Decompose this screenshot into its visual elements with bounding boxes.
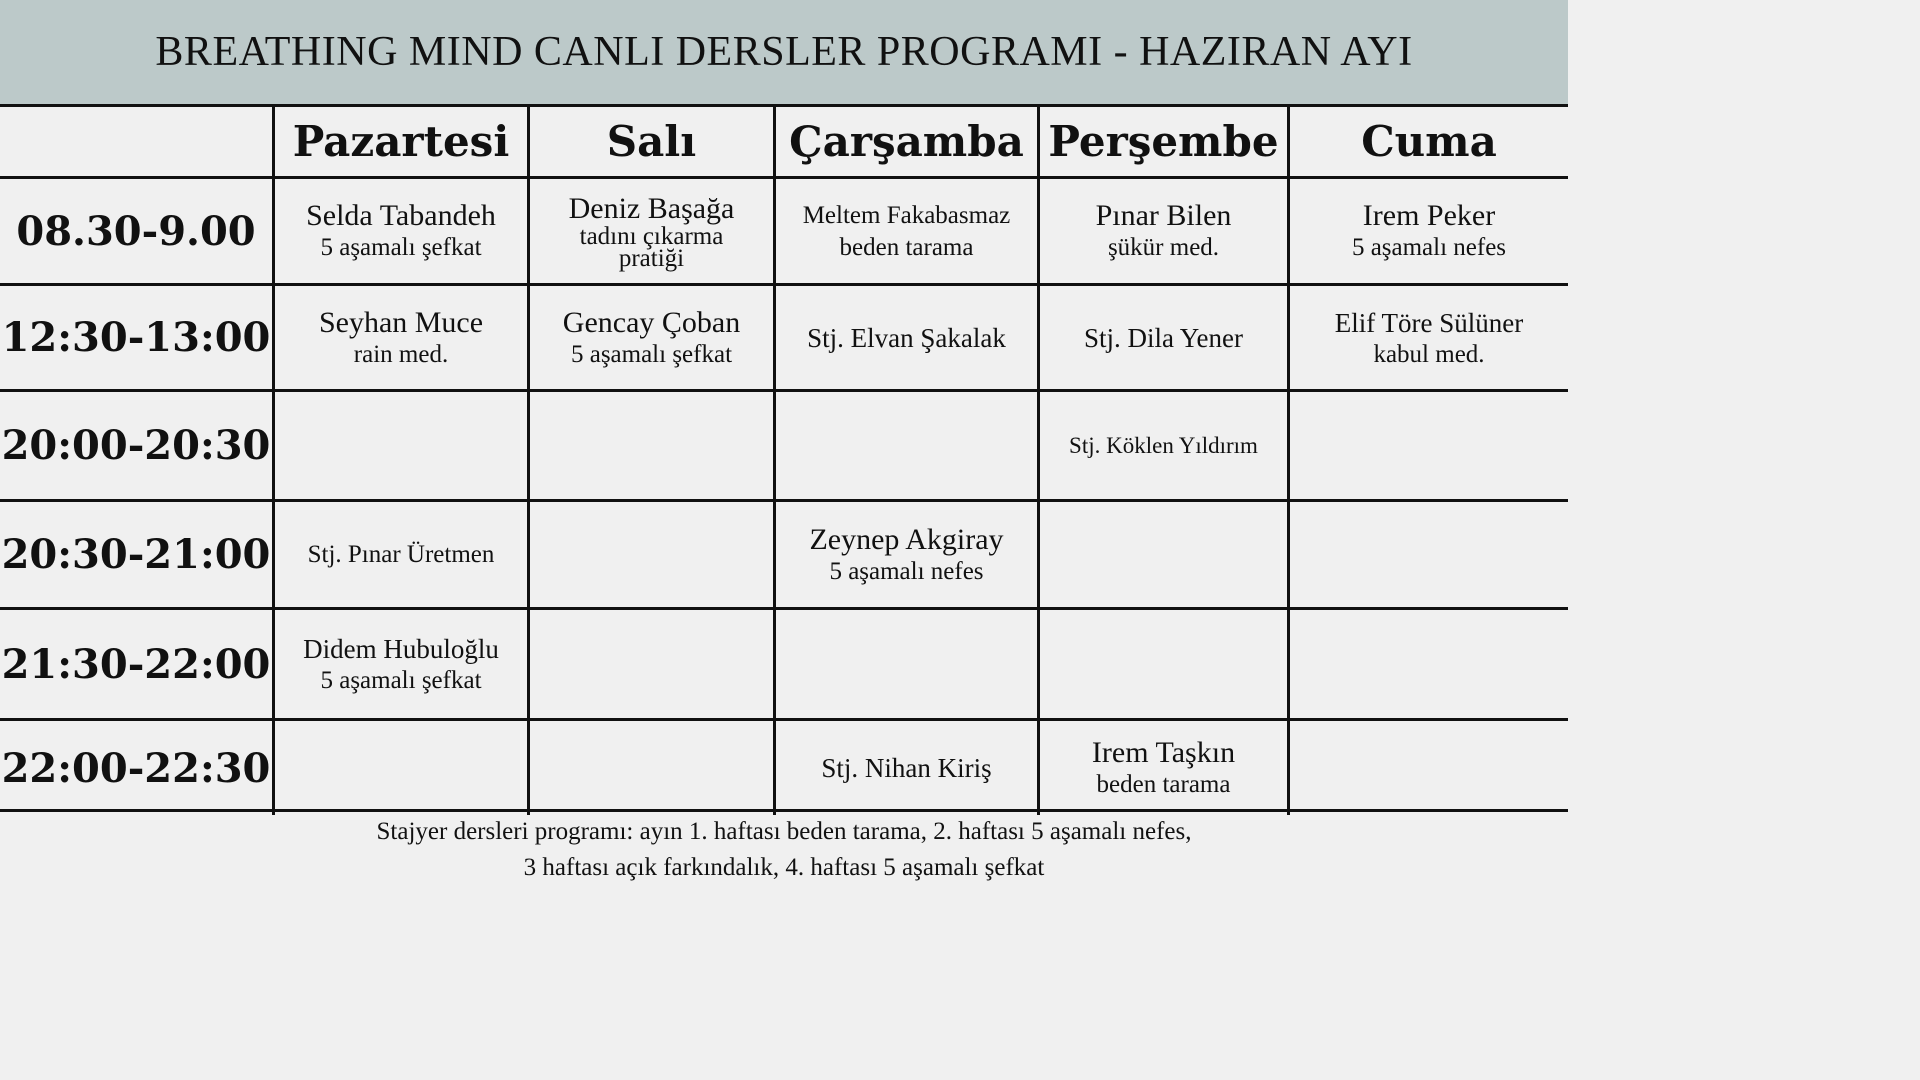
session-cell-empty xyxy=(776,610,1040,721)
session-cell xyxy=(776,286,1040,392)
session-cell xyxy=(275,502,530,610)
session-type: beden tarama xyxy=(839,234,974,261)
time-slot xyxy=(0,610,275,721)
instructor-name: Seyhan Muce xyxy=(318,305,484,339)
schedule-table xyxy=(0,104,1568,812)
session-type: 5 aşamalı şefkat xyxy=(570,340,733,368)
day-header-monday xyxy=(275,107,530,179)
instructor-name: Elif Töre Sülüner xyxy=(1334,307,1524,338)
time-slot xyxy=(0,502,275,610)
session-cell-empty xyxy=(776,392,1040,502)
time-slot xyxy=(0,721,275,815)
time-label: 12:30-13:00 xyxy=(1,314,271,361)
session-cell xyxy=(530,179,776,286)
instructor-name: Irem Peker xyxy=(1362,199,1496,232)
session-cell-empty xyxy=(1040,610,1290,721)
instructor-name: Zeynep Akgiray xyxy=(809,522,1004,556)
day-header-wednesday xyxy=(776,107,1040,179)
session-cell xyxy=(275,179,530,286)
session-cell xyxy=(776,502,1040,610)
session-cell xyxy=(1290,179,1568,286)
session-cell xyxy=(1040,721,1290,815)
session-cell-empty xyxy=(1290,721,1568,815)
corner-cell xyxy=(0,107,275,179)
session-type: 5 aşamalı şefkat xyxy=(320,234,482,261)
session-type: beden tarama xyxy=(1096,771,1231,798)
session-cell-empty xyxy=(530,721,776,815)
time-label: 08.30-9.00 xyxy=(16,207,256,255)
footer-line-2: 3 haftası açık farkındalık, 4. haftası 5 aşamalı şefkat xyxy=(523,854,1045,881)
session-cell xyxy=(275,610,530,721)
instructor-name: Stj. Dila Yener xyxy=(1083,322,1243,353)
session-cell xyxy=(1040,392,1290,502)
session-cell xyxy=(530,286,776,392)
time-label: 20:00-20:30 xyxy=(1,422,271,469)
day-header-friday xyxy=(1290,107,1568,179)
footer-note xyxy=(0,814,1568,882)
day-label: Cuma xyxy=(1361,117,1497,166)
time-label: 21:30-22:00 xyxy=(1,640,271,688)
instructor-name: Pınar Bilen xyxy=(1095,199,1232,232)
day-label: Çarşamba xyxy=(789,117,1024,166)
session-type: 5 aşamalı nefes xyxy=(829,557,984,585)
day-label: Perşembe xyxy=(1048,117,1279,166)
title-banner xyxy=(0,0,1568,104)
session-type: tadını çıkarma xyxy=(579,223,724,250)
day-header-thursday xyxy=(1040,107,1290,179)
session-cell-empty xyxy=(530,392,776,502)
session-cell xyxy=(1290,286,1568,392)
instructor-name: Stj. Elvan Şakalak xyxy=(807,322,1006,353)
session-cell-empty xyxy=(1040,502,1290,610)
time-label: 20:30-21:00 xyxy=(1,531,271,578)
instructor-name: Selda Tabandeh xyxy=(306,199,496,232)
session-type: şükür med. xyxy=(1107,234,1220,261)
session-cell xyxy=(776,721,1040,815)
session-cell xyxy=(275,286,530,392)
day-label: Salı xyxy=(606,117,697,166)
time-slot xyxy=(0,392,275,502)
time-label: 22:00-22:30 xyxy=(1,744,271,792)
session-cell-empty xyxy=(1290,610,1568,721)
instructor-name: Meltem Fakabasmaz xyxy=(802,202,1011,229)
session-cell-empty xyxy=(530,610,776,721)
session-cell xyxy=(1040,179,1290,286)
session-cell-empty xyxy=(1290,502,1568,610)
session-type: 5 aşamalı nefes xyxy=(1351,234,1507,261)
session-type: kabul med. xyxy=(1373,340,1485,368)
session-cell-empty xyxy=(275,721,530,815)
instructor-name: Didem Hubuloğlu xyxy=(303,634,499,664)
session-type: rain med. xyxy=(353,340,449,368)
instructor-name: Irem Taşkın xyxy=(1091,736,1236,769)
session-cell-empty xyxy=(275,392,530,502)
instructor-name: Gencay Çoban xyxy=(562,305,741,339)
instructor-name: Stj. Pınar Üretmen xyxy=(307,540,495,568)
day-header-tuesday xyxy=(530,107,776,179)
instructor-name: Stj. Nihan Kiriş xyxy=(821,753,992,783)
page-title: BREATHING MIND CANLI DERSLER PROGRAMI - HAZIRAN AYI xyxy=(155,29,1413,75)
session-cell-empty xyxy=(530,502,776,610)
session-cell-empty xyxy=(1290,392,1568,502)
instructor-name: Stj. Köklen Yıldırım xyxy=(1069,432,1258,458)
time-slot xyxy=(0,179,275,286)
day-label: Pazartesi xyxy=(292,117,510,166)
session-type: 5 aşamalı şefkat xyxy=(320,667,482,694)
instructor-name: Deniz Başağa xyxy=(568,192,735,225)
session-type-cont: pratiği xyxy=(618,245,685,272)
session-cell xyxy=(776,179,1040,286)
session-cell xyxy=(1040,286,1290,392)
time-slot xyxy=(0,286,275,392)
footer-line-1: Stajyer dersleri programı: ayın 1. haftası beden tarama, 2. haftası 5 aşamalı nefes, xyxy=(376,818,1192,845)
